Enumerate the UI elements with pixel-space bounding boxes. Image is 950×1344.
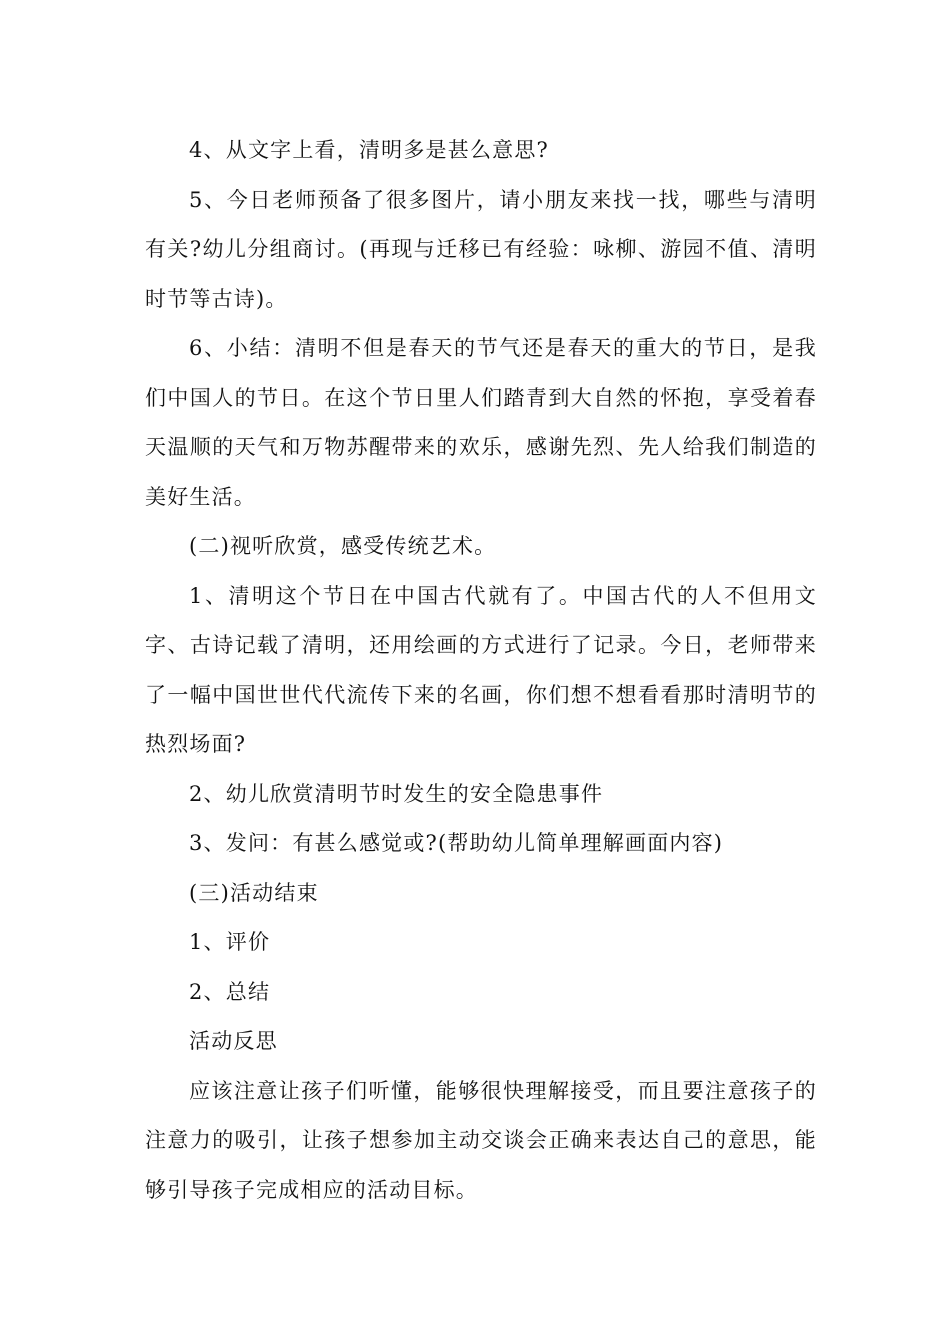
paragraph-question-4: 4、从文字上看，清明多是甚么意思? bbox=[189, 138, 550, 162]
paragraph-summary-6: 6、小结：清明不但是春天的节气还是春天的重大的节日，是我们中国人的节日。在这个节日里人们踏青到大自然的怀抱，享受着春天温顺的天气和万物苏醒带来的欢乐，感谢先烈、先人给我们制造的美好生活。 bbox=[145, 336, 817, 509]
list-item-evaluation: 1、评价 bbox=[189, 930, 271, 954]
paragraph-step-1: 1、清明这个节日在中国古代就有了。中国古代的人不但用文字、古诗记载了清明，还用绘画的方式进行了记录。今日，老师带来了一幅中国世世代代流传下来的名画，你们想不想看看那时清明节的热烈场面? bbox=[145, 583, 817, 756]
section-heading-2: (二)视听欣赏，感受传统艺术。 bbox=[189, 534, 497, 558]
paragraph-step-2: 2、幼儿欣赏清明节时发生的安全隐患事件 bbox=[189, 781, 604, 806]
reflection-heading: 活动反思 bbox=[189, 1029, 278, 1053]
paragraph-step-5: 5、今日老师预备了很多图片，请小朋友来找一找，哪些与清明有关?幼儿分组商讨。(再现与迁移已有经验：咏柳、游园不值、清明时节等古诗)。 bbox=[145, 187, 817, 311]
paragraph-step-3: 3、发问：有甚么感觉或?(帮助幼儿简单理解画面内容) bbox=[189, 831, 724, 855]
section-heading-3: (三)活动结束 bbox=[189, 880, 319, 905]
list-item-summary: 2、总结 bbox=[189, 979, 271, 1004]
reflection-paragraph: 应该注意让孩子们听懂，能够很快理解接受，而且要注意孩子的注意力的吸引，让孩子想参加主动交谈会正确来表达自己的意思，能够引导孩子完成相应的活动目标。 bbox=[145, 1078, 817, 1202]
document-body bbox=[145, 126, 817, 1215]
